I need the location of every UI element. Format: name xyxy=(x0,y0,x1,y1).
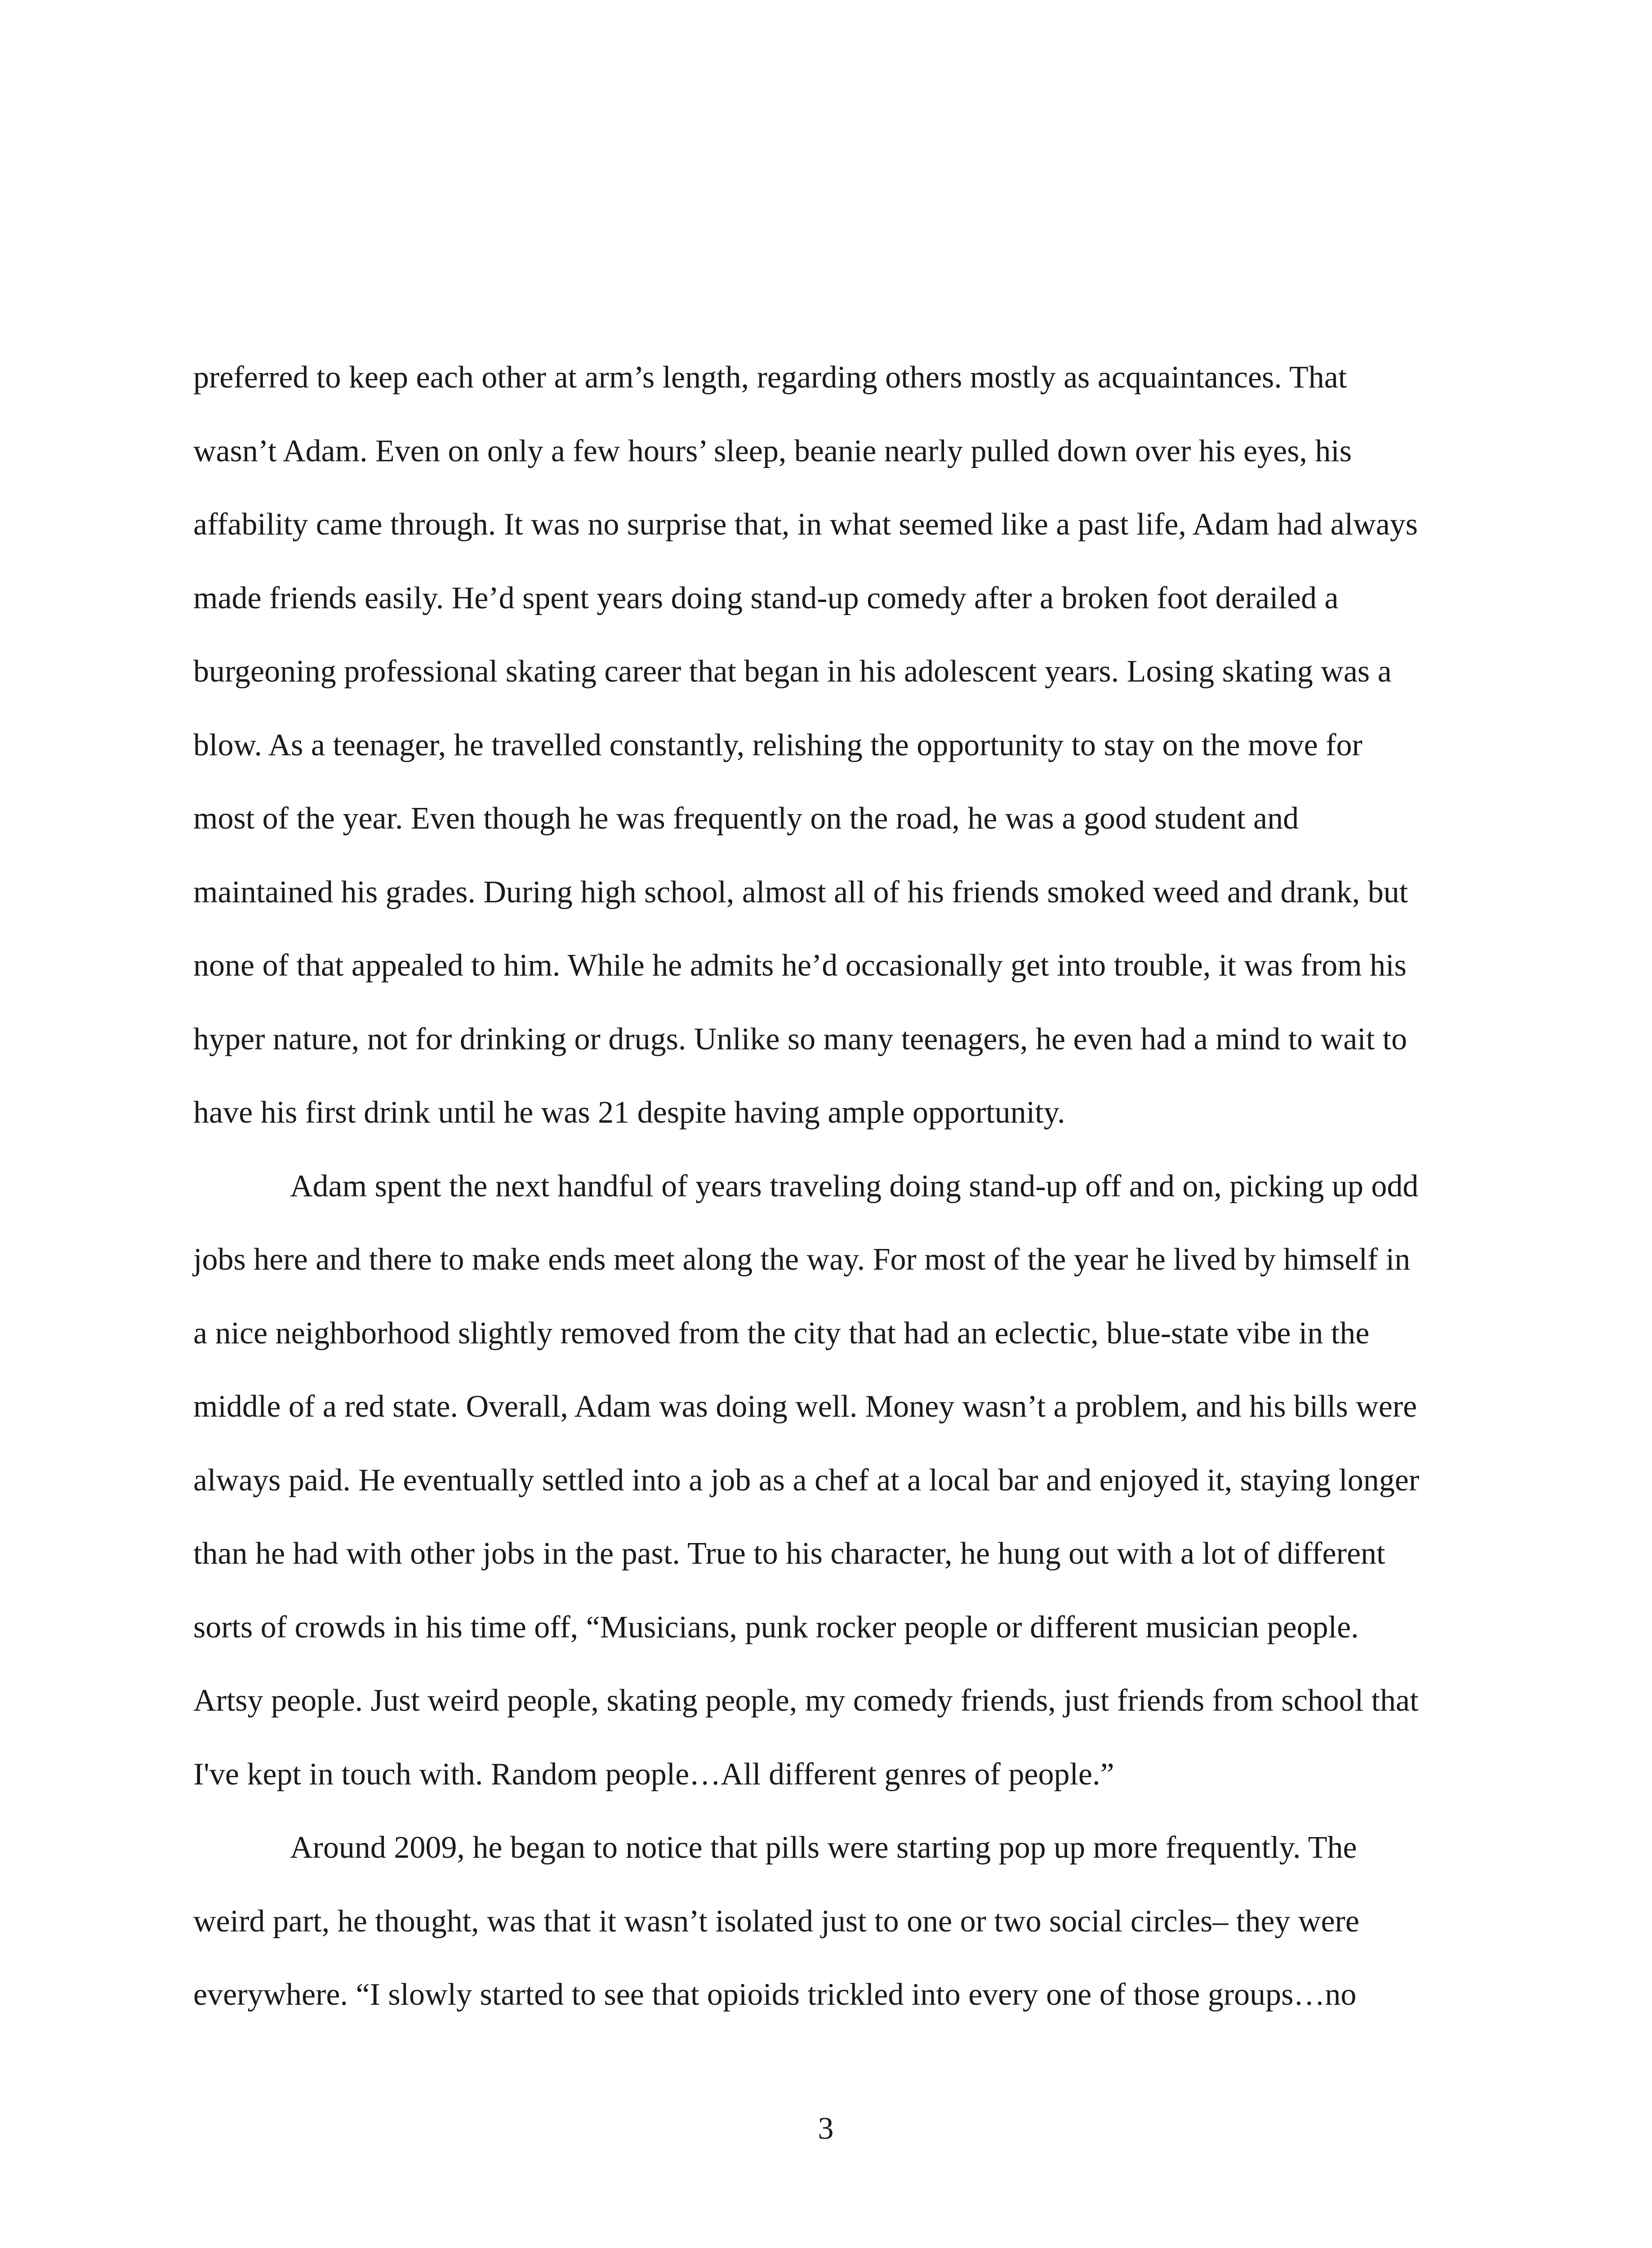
text-line: jobs here and there to make ends meet along the way. For most of the year he lived by himself in xyxy=(193,1242,1411,1277)
page-number: 3 xyxy=(818,2111,834,2146)
text-line: hyper nature, not for drinking or drugs. Unlike so many teenagers, he even had a mind to wait to xyxy=(193,1021,1407,1057)
text-line: maintained his grades. During high school, almost all of his friends smoked weed and drank, but xyxy=(193,874,1408,910)
body-text xyxy=(193,362,1452,2053)
text-line: than he had with other jobs in the past. True to his character, he hung out with a lot of different xyxy=(193,1536,1385,1571)
text-line: everywhere. “I slowly started to see that opioids trickled into every one of those groups…no xyxy=(193,1977,1357,2012)
text-line: preferred to keep each other at arm’s length, regarding others mostly as acquaintances. That xyxy=(193,360,1347,395)
text-line: affability came through. It was no surprise that, in what seemed like a past life, Adam had always xyxy=(193,507,1418,542)
text-line: sorts of crowds in his time off, “Musicians, punk rocker people or different musician people. xyxy=(193,1610,1359,1645)
text-line: burgeoning professional skating career that began in his adolescent years. Losing skating was a xyxy=(193,654,1392,689)
text-line: none of that appealed to him. While he admits he’d occasionally get into trouble, it was from his xyxy=(193,948,1407,983)
text-line: I've kept in touch with. Random people…All different genres of people.” xyxy=(193,1757,1114,1792)
text-line: most of the year. Even though he was frequently on the road, he was a good student and xyxy=(193,801,1299,836)
text-line-indented: Adam spent the next handful of years traveling doing stand-up off and on, picking up odd xyxy=(290,1169,1419,1204)
text-line: always paid. He eventually settled into a job as a chef at a local bar and enjoyed it, staying longer xyxy=(193,1463,1420,1498)
text-line: a nice neighborhood slightly removed from the city that had an eclectic, blue-state vibe in the xyxy=(193,1316,1370,1351)
text-line: weird part, he thought, was that it wasn’t isolated just to one or two social circles– they were xyxy=(193,1904,1359,1939)
text-line: blow. As a teenager, he travelled constantly, relishing the opportunity to stay on the move for xyxy=(193,727,1363,763)
text-line: made friends easily. He’d spent years doing stand-up comedy after a broken foot derailed a xyxy=(193,580,1339,616)
text-line: middle of a red state. Overall, Adam was doing well. Money wasn’t a problem, and his bills were xyxy=(193,1389,1417,1424)
text-line: wasn’t Adam. Even on only a few hours’ sleep, beanie nearly pulled down over his eyes, his xyxy=(193,433,1352,468)
text-line: Artsy people. Just weird people, skating people, my comedy friends, just friends from school that xyxy=(193,1683,1419,1718)
text-line: have his first drink until he was 21 despite having ample opportunity. xyxy=(193,1095,1065,1130)
text-line-indented: Around 2009, he began to notice that pills were starting pop up more frequently. The xyxy=(290,1830,1357,1865)
